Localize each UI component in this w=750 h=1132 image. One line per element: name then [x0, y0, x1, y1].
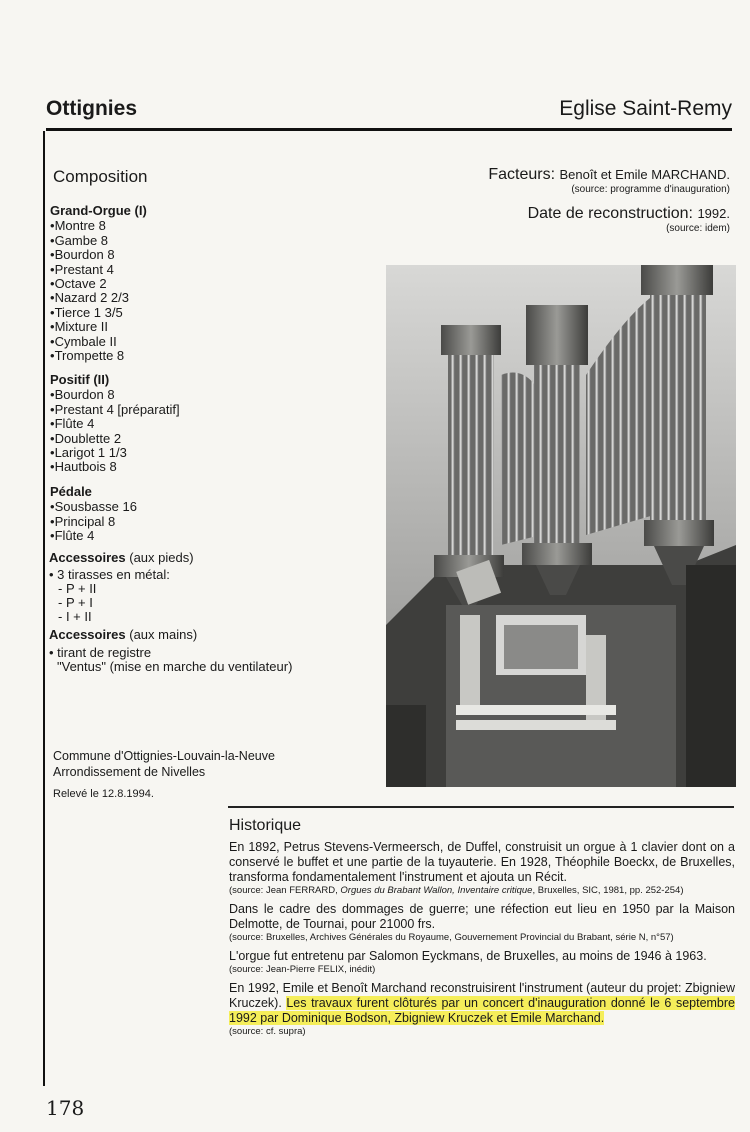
positif-title: Positif (II): [50, 372, 110, 387]
left-rule: [43, 131, 45, 1086]
composition-heading: Composition: [53, 167, 148, 186]
positif-stop: • Hautbois 8: [50, 460, 180, 474]
pedale-section: [50, 485, 137, 544]
organ-photo: [386, 265, 736, 787]
header-rule: [46, 128, 732, 131]
grand-orgue-stops: [50, 219, 147, 363]
hist-paragraph-2: [229, 902, 735, 944]
builders-label: Facteurs:: [488, 166, 556, 183]
acc-feet-line: • 3 tirasses en métal:: [49, 567, 170, 582]
accessoires-mains: [49, 628, 292, 675]
tirasse-1: - P + II: [58, 581, 97, 596]
hist-p3-text: L'orgue fut entretenu par Salomon Eyckmans, de Bruxelles, au moins de 1946 à 1963.: [229, 949, 707, 963]
accessoires-pieds: [49, 551, 194, 624]
grand-orgue-stop: • Prestant 4: [50, 263, 147, 277]
tirasse-3: - I + II: [58, 609, 92, 624]
pedale-stop: • Flûte 4: [50, 529, 137, 543]
grand-orgue-section: [50, 204, 147, 363]
positif-stop: • Prestant 4 [préparatif]: [50, 403, 180, 417]
commune: Commune d'Ottignies-Louvain-la-Neuve: [53, 749, 275, 763]
pedale-stop: • Principal 8: [50, 515, 137, 529]
tirasse-2: - P + I: [58, 595, 93, 610]
acc-hands-line1: • tirant de registre: [49, 644, 152, 660]
positif-stop: • Doublette 2: [50, 432, 180, 446]
arrondissement: Arrondissement de Nivelles: [53, 765, 206, 779]
grand-orgue-stop: • Cymbale II: [50, 335, 147, 349]
builders-source: (source: programme d'inauguration): [571, 184, 730, 195]
commune-block: [53, 748, 275, 780]
page-number: 178: [46, 1096, 85, 1120]
acc-hands-title: Accessoires: [49, 627, 126, 642]
builders-block: [488, 166, 730, 234]
grand-orgue-stop: • Bourdon 8: [50, 248, 147, 262]
church-title: Eglise Saint-Remy: [559, 97, 732, 120]
grand-orgue-stop: • Montre 8: [50, 219, 147, 233]
hist-p4-highlight: Les travaux furent clôturés par un concert d'inauguration donné le 6 septembre 1992 par Dominique Bodson, Zbigniew Kruczek et Emile Marchand.: [229, 996, 736, 1025]
hist-p4-source: (source: cf. supra): [229, 1026, 306, 1037]
historique-body: [229, 840, 735, 1043]
grand-orgue-stop: • Tierce 1 3/5: [50, 306, 147, 320]
grand-orgue-stop: • Nazard 2 2/3: [50, 291, 147, 305]
hist-p3-source: (source: Jean-Pierre FELIX, inédit): [229, 964, 376, 975]
date-label: Date de reconstruction:: [527, 205, 693, 222]
date-source: (source: idem): [666, 223, 730, 234]
hist-p1-text: En 1892, Petrus Stevens-Vermeersch, de Duffel, construisit un orgue à 1 clavier dont on a conservé le buffet et une partie de la tuyauterie. En 1928, Théophile Boeckx, de Bruxelles, transforma fondamentalement l'instrument et ajouta un Récit.: [229, 840, 735, 884]
hist-p4-text: En 1992, Emile et Benoît Marchand reconstruisirent l'instrument (auteur du projet: Zbigniew Kruczek).: [229, 981, 735, 1010]
acc-feet-note: (aux pieds): [129, 550, 194, 565]
acc-hands-note: (aux mains): [129, 627, 198, 642]
hist-paragraph-4: [229, 981, 735, 1038]
pedale-title: Pédale: [50, 484, 92, 499]
positif-stops: [50, 388, 180, 474]
pedale-stops: [50, 500, 137, 543]
grand-orgue-stop: • Gambe 8: [50, 234, 147, 248]
hist-p2-text: Dans le cadre des dommages de guerre; une réfection eut lieu en 1950 par la Maison Delmotte, de Tournai, pour 21000 frs.: [229, 902, 735, 931]
grand-orgue-title: Grand-Orgue (I): [50, 203, 147, 218]
reconstruction-date: 1992.: [697, 206, 730, 221]
grand-orgue-stop: • Octave 2: [50, 277, 147, 291]
grand-orgue-stop: • Trompette 8: [50, 349, 147, 363]
hist-paragraph-1: [229, 840, 735, 897]
acc-hands-line2: "Ventus" (mise en marche du ventilateur): [57, 659, 293, 674]
hist-paragraph-3: [229, 949, 735, 976]
positif-stop: • Larigot 1 1/3: [50, 446, 180, 460]
historique-heading: Historique: [229, 817, 302, 834]
pedale-stop: • Sousbasse 16: [50, 500, 137, 514]
positif-stop: • Flûte 4: [50, 417, 180, 431]
positif-stop: • Bourdon 8: [50, 388, 180, 402]
hist-p2-source: (source: Bruxelles, Archives Générales du Royaume, Gouvernement Provincial du Brabant, série N, n°57): [229, 932, 674, 943]
releve-date: Relevé le 12.8.1994.: [53, 788, 154, 800]
hist-p1-source: (source: Jean FERRARD, Orgues du Brabant Wallon, Inventaire critique, Bruxelles, SIC, 1981, pp. 252-254): [229, 885, 684, 896]
acc-feet-title: Accessoires: [49, 550, 126, 565]
town-title: Ottignies: [46, 97, 138, 120]
builders-names: Benoît et Emile MARCHAND.: [559, 167, 730, 182]
grand-orgue-stop: • Mixture II: [50, 320, 147, 334]
historique-rule: [228, 806, 734, 808]
positif-section: [50, 373, 180, 475]
